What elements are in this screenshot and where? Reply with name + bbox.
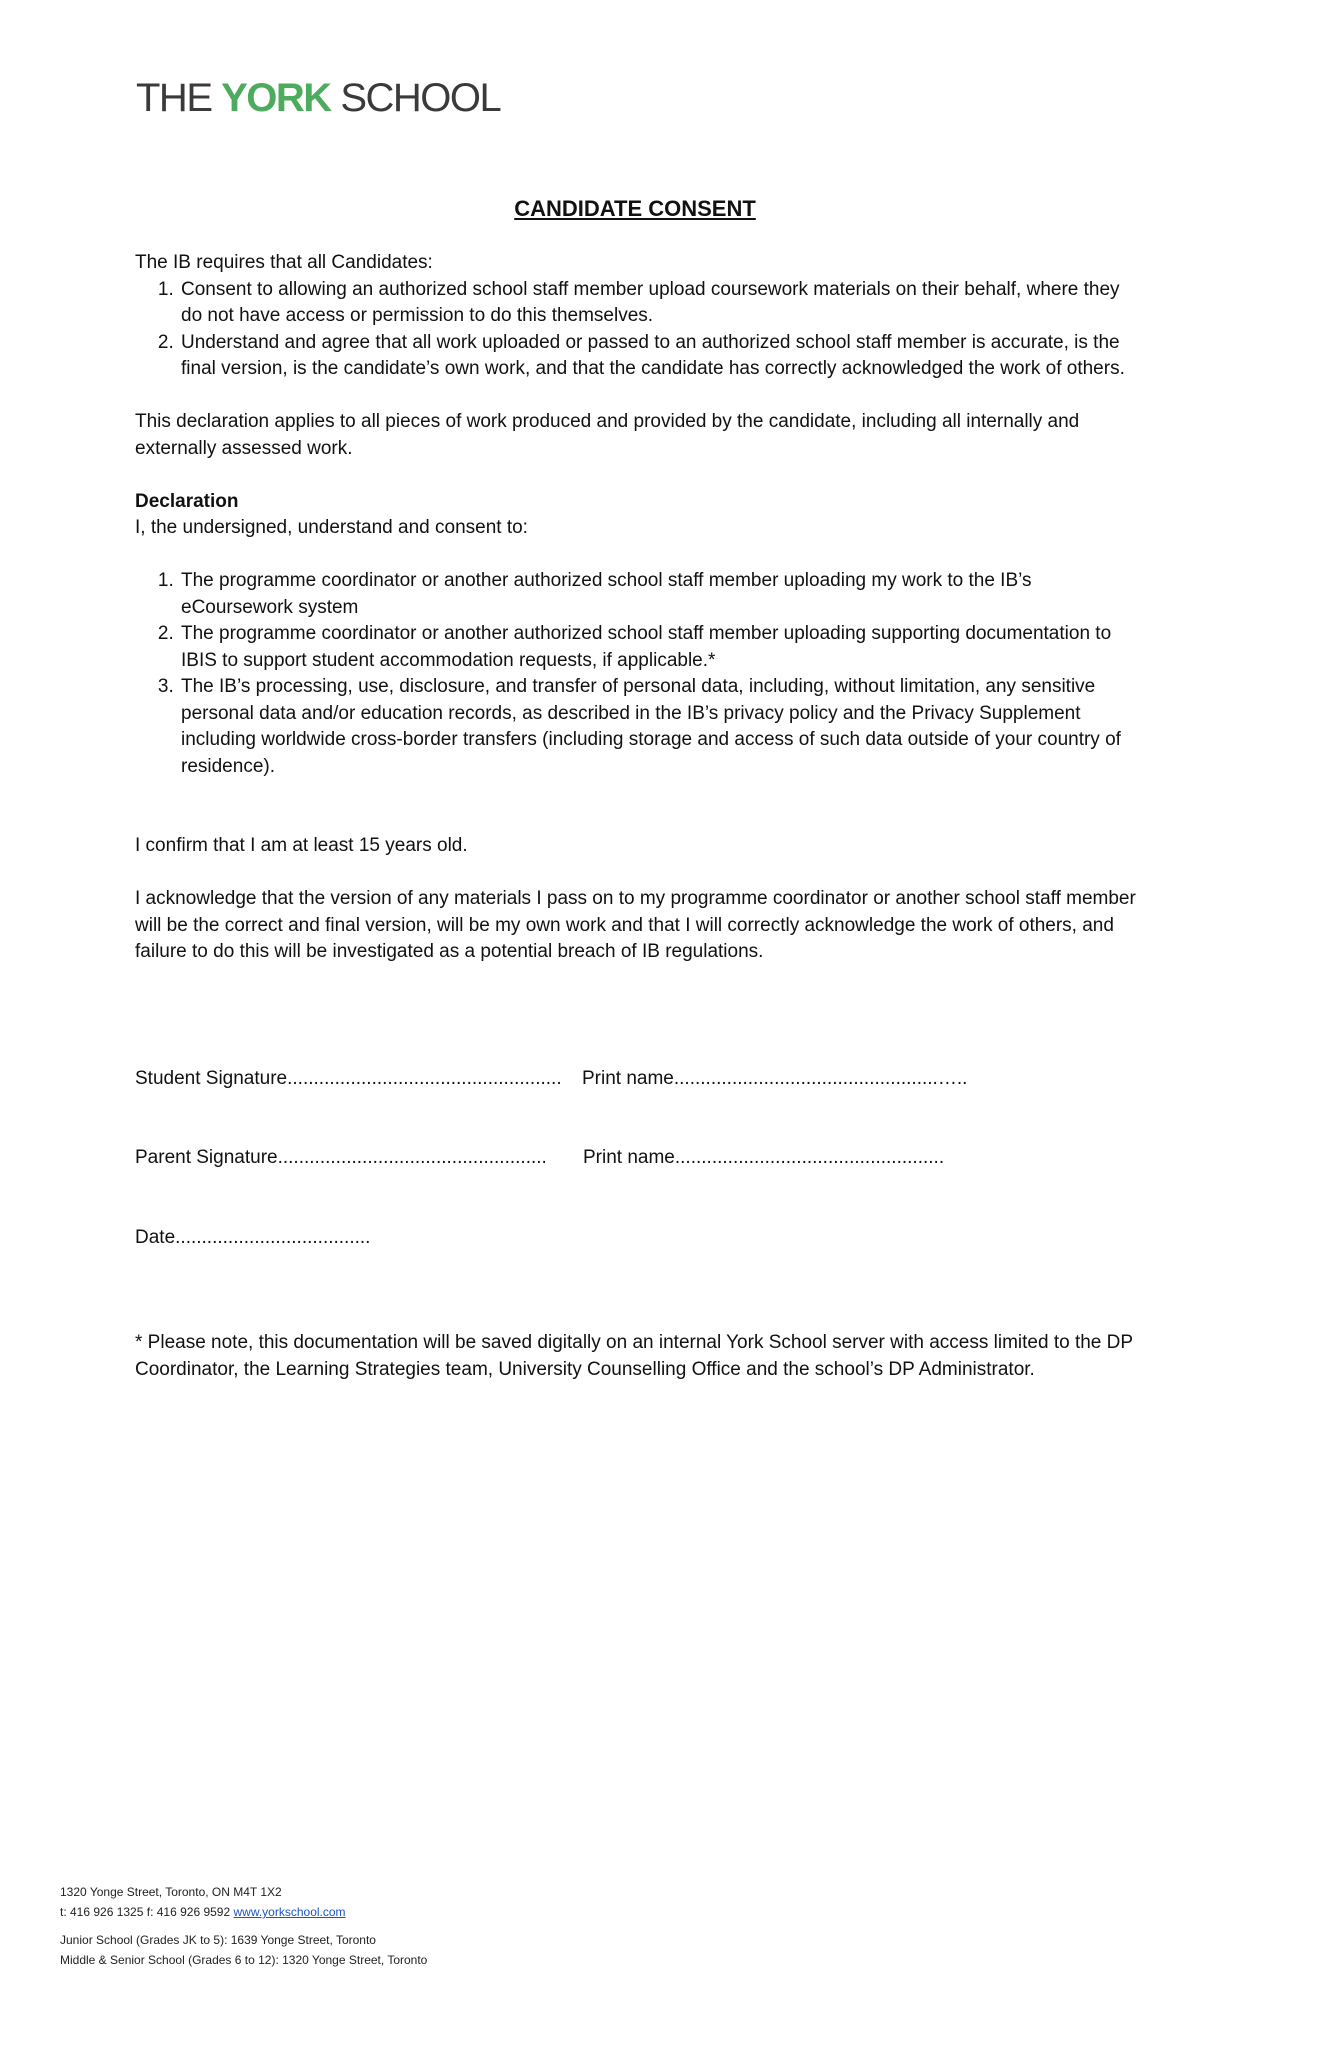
page-title: CANDIDATE CONSENT	[514, 196, 756, 221]
school-logo	[136, 78, 500, 118]
website-link[interactable]: www.yorkschool.com	[233, 1905, 346, 1919]
student-signature-line[interactable]	[135, 1068, 968, 1090]
applies-text: This declaration applies to all pieces of work produced and provided by the candidate, including all internally and externally assessed work.	[135, 411, 1080, 459]
page-footer	[60, 1882, 427, 1970]
student-signature-field[interactable]: Student Signature....................................................	[135, 1068, 562, 1089]
logo-word-school: SCHOOL	[340, 76, 501, 120]
list-item: 1. The programme coordinator or another authorized school staff member uploading my work to the IB’s eCoursework system	[179, 568, 1140, 621]
date-line[interactable]	[135, 1227, 370, 1249]
list-item: 1. Consent to allowing an authorized school staff member upload coursework materials on their behalf, where they do not have access or permission to do this themselves.	[179, 277, 1140, 330]
date-field[interactable]: Date.....................................	[135, 1227, 371, 1248]
footnote: * Please note, this documentation will be saved digitally on an internal York School server with access limited to the DP Coordinator, the Learning Strategies team, University Counselling Office and the school’s DP Administrator.	[135, 1332, 1133, 1380]
footer-address: 1320 Yonge Street, Toronto, ON M4T 1X2	[60, 1885, 282, 1899]
intro-text: The IB requires that all Candidates:	[135, 252, 433, 273]
age-confirmation: I confirm that I am at least 15 years old.	[135, 835, 468, 856]
student-print-name-field[interactable]: Print name..................................................…..	[582, 1068, 968, 1089]
footer-contact	[60, 1902, 427, 1922]
declaration-heading: Declaration	[135, 490, 239, 512]
declaration-list	[135, 568, 1140, 780]
declaration-lead: I, the undersigned, understand and consent to:	[135, 517, 528, 538]
requirements-list	[135, 277, 1140, 383]
list-item: 2. Understand and agree that all work uploaded or passed to an authorized school staff member is accurate, is the final version, is the candidate’s own work, and that the candidate has correctly acknowledged the work of others.	[179, 330, 1140, 383]
parent-print-name-field[interactable]: Print name...................................................	[583, 1147, 945, 1168]
logo-word-york: YORK	[221, 76, 331, 120]
parent-signature-field[interactable]: Parent Signature...................................................	[135, 1147, 547, 1168]
footer-junior-campus: Junior School (Grades JK to 5): 1639 Yonge Street, Toronto	[60, 1933, 376, 1947]
parent-signature-line[interactable]	[135, 1147, 945, 1169]
logo-word-the: THE	[136, 76, 212, 120]
footer-middle-senior-campus: Middle & Senior School (Grades 6 to 12): 1320 Yonge Street, Toronto	[60, 1953, 428, 1967]
consent-body	[135, 250, 1140, 966]
list-item: 2. The programme coordinator or another authorized school staff member uploading supporting documentation to IBIS to support student accommodation requests, if applicable.*	[179, 621, 1140, 674]
list-item: 3. The IB’s processing, use, disclosure, and transfer of personal data, including, without limitation, any sensitive personal data and/or education records, as described in the IB’s privacy policy and the Privacy Supplement including worldwide cross-border transfers (including storage and access of such data outside of your country of residence).	[179, 674, 1140, 780]
acknowledgement-text: I acknowledge that the version of any materials I pass on to my programme coordinator or another school staff member will be the correct and final version, will be my own work and that I will correctly acknowledge the work of others, and failure to do this will be investigated as a potential breach of IB regulations.	[135, 888, 1136, 962]
footer-phones: t: 416 926 1325 f: 416 926 9592	[60, 1905, 231, 1919]
